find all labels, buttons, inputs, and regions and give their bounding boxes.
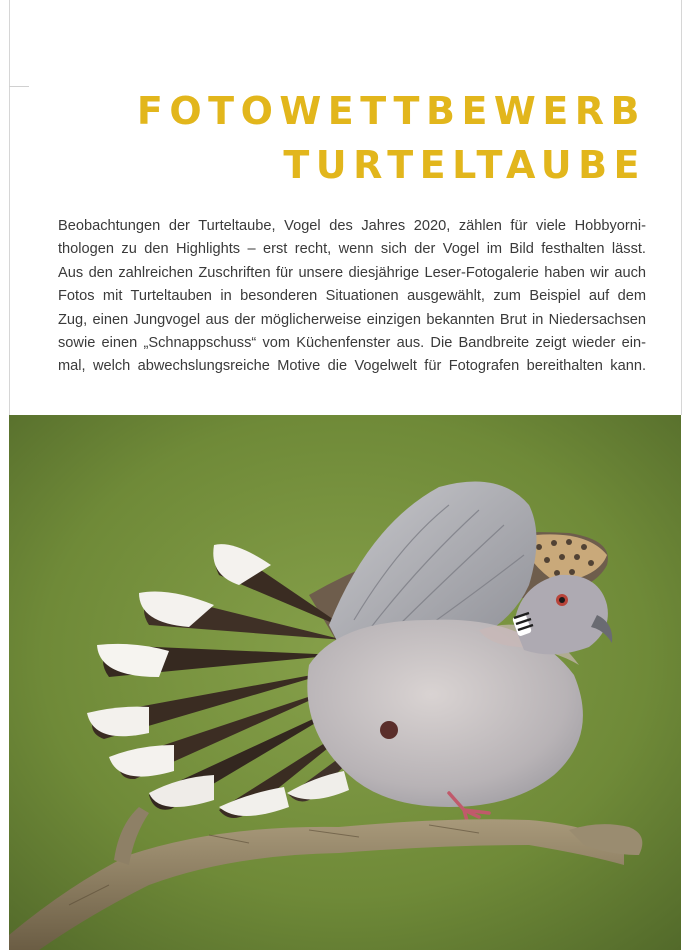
intro-line: Beobachtungen der Turteltaube, Vogel des Jahres 2020, zählen für viele Hobbyorni- [58,218,646,234]
right-border [681,0,682,415]
margin-tick [9,86,29,87]
intro-line: Fotos mit Turteltauben in besonderen Situationen ausgewählt, zum Beispiel auf dem [58,288,646,305]
title-line-1: FOTOWETTBEWERB [136,89,646,133]
turtle-dove-illustration [9,415,681,950]
intro-line: sowie einen „Schnappschuss“ vom Küchenfenster aus. Die Bandbreite zeigt wieder ein- [58,335,646,352]
title-line-2: TURTELTAUBE [283,143,646,187]
eye [559,597,565,603]
intro-paragraph [58,215,646,379]
intro-line: Aus den zahlreichen Zuschriften für unsere diesjährige Leser-Fotogalerie haben wir auch [58,264,646,281]
turtle-dove-photo [9,415,681,950]
foot-shadow [380,721,398,739]
left-border [9,0,10,415]
intro-line: thologen zu den Highlights – erst recht, wenn sich der Vogel im Bild festhalten lässt. [58,241,646,258]
intro-line: Zug, einen Jungvogel aus der möglicherweise einzigen bekannten Brut in Niedersachsen [58,311,646,328]
intro-line: mal, welch abwechslungsreiche Motive die Vogelwelt für Fotografen bereithalten kann. [58,358,646,375]
page-title [137,84,646,192]
